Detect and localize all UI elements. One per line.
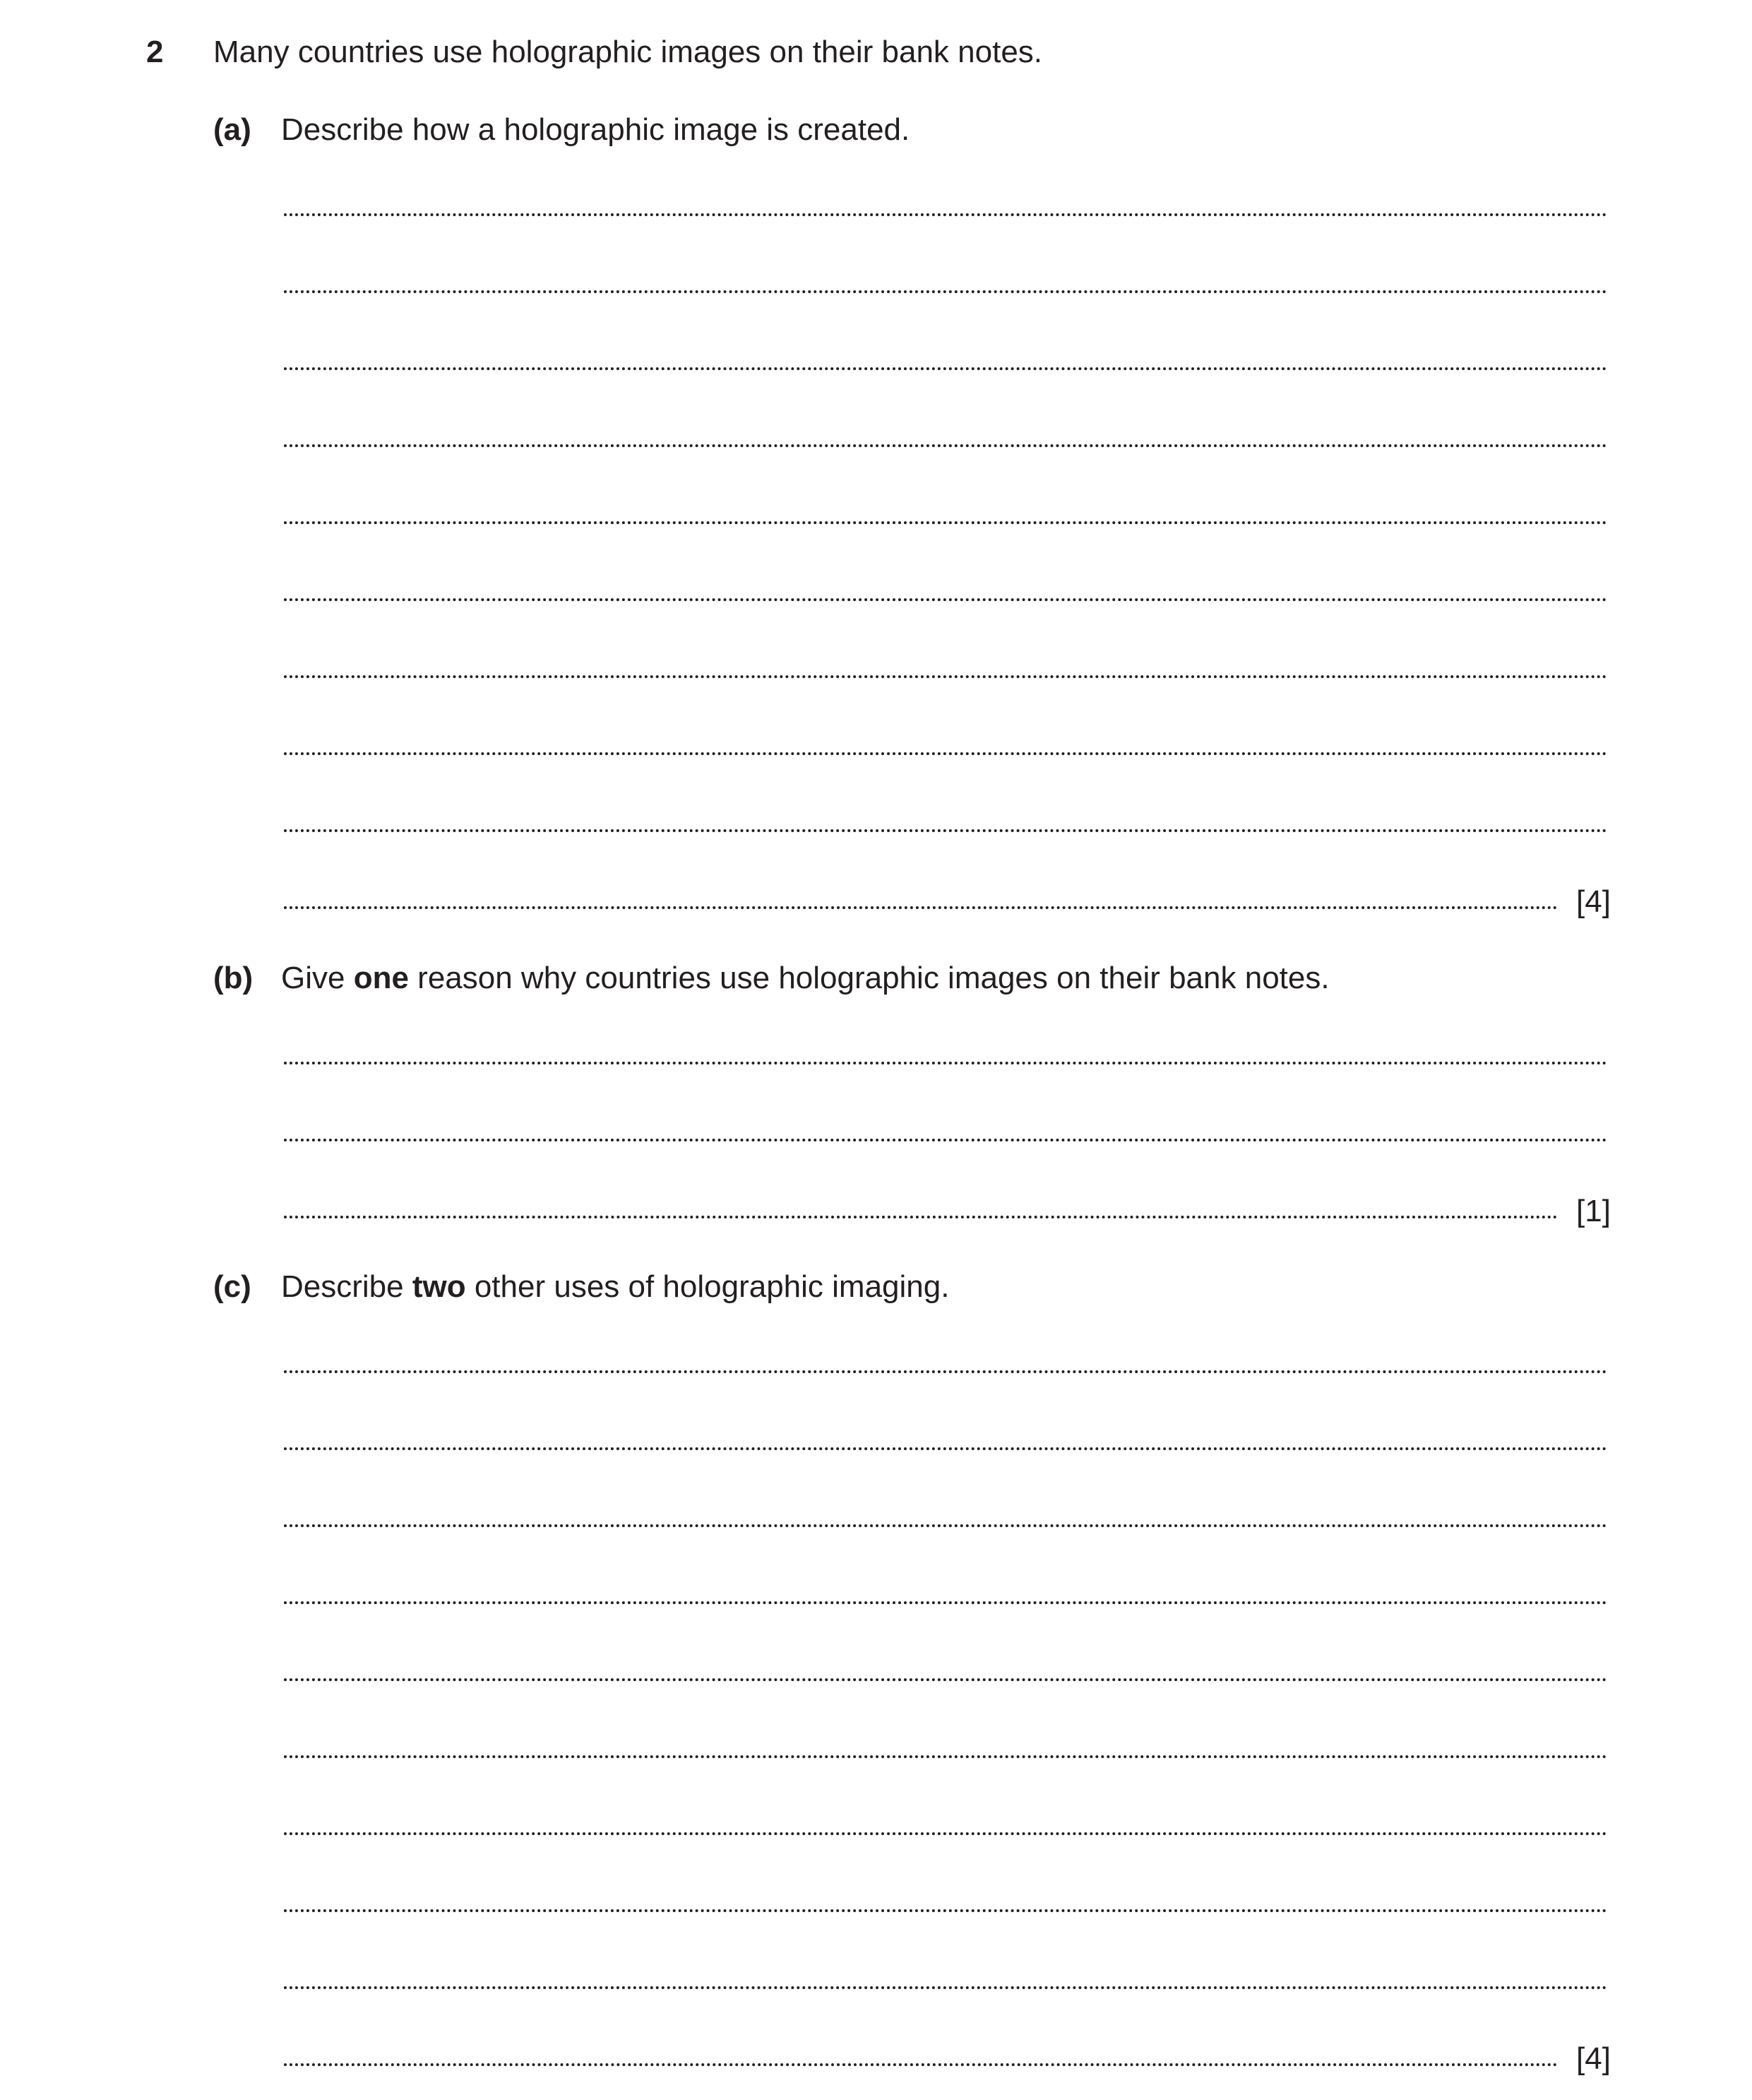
answer-line-a-8[interactable] (284, 752, 1607, 755)
part-c-label: (c) (213, 1269, 251, 1304)
part-a-label: (a) (213, 112, 251, 147)
answer-line-c-1[interactable] (284, 1370, 1607, 1373)
answer-line-c-3[interactable] (284, 1524, 1607, 1527)
part-c-text-after: other uses of holographic imaging. (465, 1269, 950, 1304)
part-b-label: (b) (213, 961, 254, 995)
part-b-text (281, 957, 1330, 999)
answer-line-b-1[interactable] (284, 1062, 1607, 1064)
answer-line-b-2[interactable] (284, 1139, 1607, 1141)
part-a-marks: [4] (1576, 884, 1611, 919)
answer-line-a-4[interactable] (284, 444, 1607, 447)
part-c-text (281, 1266, 949, 1308)
answer-line-a-6[interactable] (284, 598, 1607, 601)
answer-line-a-1[interactable] (284, 213, 1607, 216)
answer-line-a-9[interactable] (284, 829, 1607, 832)
answer-line-c-8[interactable] (284, 1909, 1607, 1912)
part-c-marks: [4] (1576, 2041, 1611, 2076)
part-b-text-bold: one (353, 961, 409, 995)
answer-line-c-7[interactable] (284, 1832, 1607, 1835)
answer-line-b-3[interactable] (284, 1216, 1558, 1218)
answer-line-c-9[interactable] (284, 1986, 1607, 1989)
part-b-text-after: reason why countries use holographic images on their bank notes. (408, 961, 1330, 995)
answer-line-c-10[interactable] (284, 2063, 1558, 2066)
answer-line-c-2[interactable] (284, 1447, 1607, 1450)
part-c-text-bold: two (412, 1269, 466, 1304)
answer-line-c-5[interactable] (284, 1678, 1607, 1681)
question-stem: Many countries use holographic images on their bank notes. (213, 35, 1043, 69)
question-number: 2 (146, 35, 164, 69)
part-a-text: Describe how a holographic image is created. (281, 112, 910, 147)
answer-line-c-4[interactable] (284, 1601, 1607, 1604)
part-b-marks: [1] (1576, 1194, 1611, 1228)
answer-line-a-3[interactable] (284, 367, 1607, 370)
answer-line-c-6[interactable] (284, 1755, 1607, 1758)
part-b-text-before: Give (281, 961, 354, 995)
answer-line-a-10[interactable] (284, 906, 1558, 909)
part-c-text-before: Describe (281, 1269, 412, 1304)
answer-line-a-7[interactable] (284, 675, 1607, 678)
answer-line-a-5[interactable] (284, 521, 1607, 524)
answer-line-a-2[interactable] (284, 290, 1607, 293)
